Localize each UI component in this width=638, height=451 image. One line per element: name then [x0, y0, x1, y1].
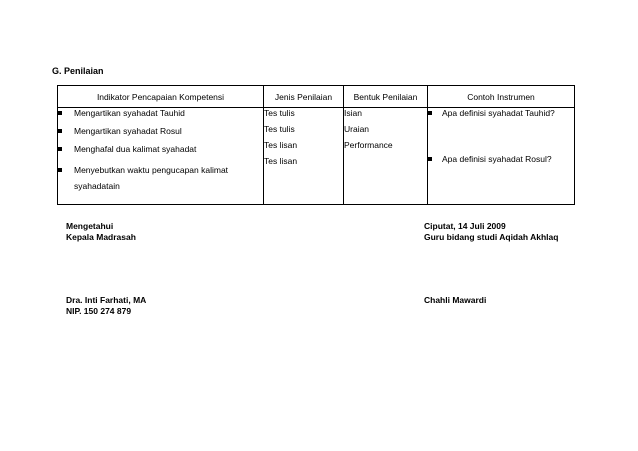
- section-heading: G. Penilaian: [52, 66, 104, 76]
- table-row: [58, 108, 575, 205]
- list-item: [58, 144, 263, 155]
- header-jenis: Jenis Penilaian: [264, 86, 344, 108]
- list-item: [58, 162, 263, 194]
- approval-label: Mengetahui: [66, 221, 114, 231]
- indicator-text: Menyebutkan waktu pengucapan kalimat syahadatain: [74, 165, 229, 191]
- place-date: Ciputat, 14 Juli 2009: [424, 221, 506, 231]
- jenis-list: [264, 108, 343, 167]
- list-item: Tes lisan: [264, 156, 298, 166]
- indicator-text: Mengartikan syahadat Tauhid: [74, 108, 185, 118]
- list-item: [58, 108, 263, 119]
- teacher-title: Guru bidang studi Aqidah Akhlaq: [424, 232, 559, 242]
- principal-title: Kepala Madrasah: [66, 232, 136, 242]
- example-text: Apa definisi syahadat Rosul?: [442, 154, 552, 164]
- bentuk-cell: [344, 108, 428, 205]
- header-bentuk: Bentuk Penilaian: [344, 86, 428, 108]
- bullet-icon: [58, 168, 62, 172]
- table-header-row: [58, 86, 575, 108]
- bullet-icon: [58, 147, 62, 151]
- bullet-icon: [428, 157, 432, 161]
- contoh-list: [428, 108, 574, 165]
- header-contoh: Contoh Instrumen: [428, 86, 575, 108]
- bentuk-list: [344, 108, 427, 151]
- contoh-cell: [428, 108, 575, 205]
- bullet-icon: [428, 111, 432, 115]
- list-item: [58, 126, 263, 137]
- jenis-cell: [264, 108, 344, 205]
- signature-right-top: [424, 221, 558, 243]
- list-item: Tes lisan: [264, 140, 298, 150]
- list-item: [428, 108, 574, 119]
- principal-name: Dra. Inti Farhati, MA: [66, 295, 147, 305]
- example-text: Apa definisi syahadat Tauhid?: [442, 108, 555, 118]
- signature-right-bottom: [424, 295, 486, 306]
- list-item: Tes tulis: [264, 124, 295, 134]
- bullet-icon: [58, 111, 62, 115]
- signature-left-top: [66, 221, 136, 243]
- signature-left-bottom: [66, 295, 146, 317]
- bullet-icon: [58, 129, 62, 133]
- indicator-text: Menghafal dua kalimat syahadat: [74, 144, 197, 154]
- principal-nip: NIP. 150 274 879: [66, 306, 132, 316]
- indicator-list: [58, 108, 263, 194]
- list-item: Performance: [344, 140, 393, 150]
- list-item: Isian: [344, 108, 362, 118]
- list-item: [428, 154, 574, 165]
- header-indicator: Indikator Pencapaian Kompetensi: [58, 86, 264, 108]
- indicator-cell: [58, 108, 264, 205]
- teacher-name: Chahli Mawardi: [424, 295, 487, 305]
- indicator-text: Mengartikan syahadat Rosul: [74, 126, 182, 136]
- assessment-table: [57, 85, 575, 205]
- list-item: Tes tulis: [264, 108, 295, 118]
- list-item: Uraian: [344, 124, 370, 134]
